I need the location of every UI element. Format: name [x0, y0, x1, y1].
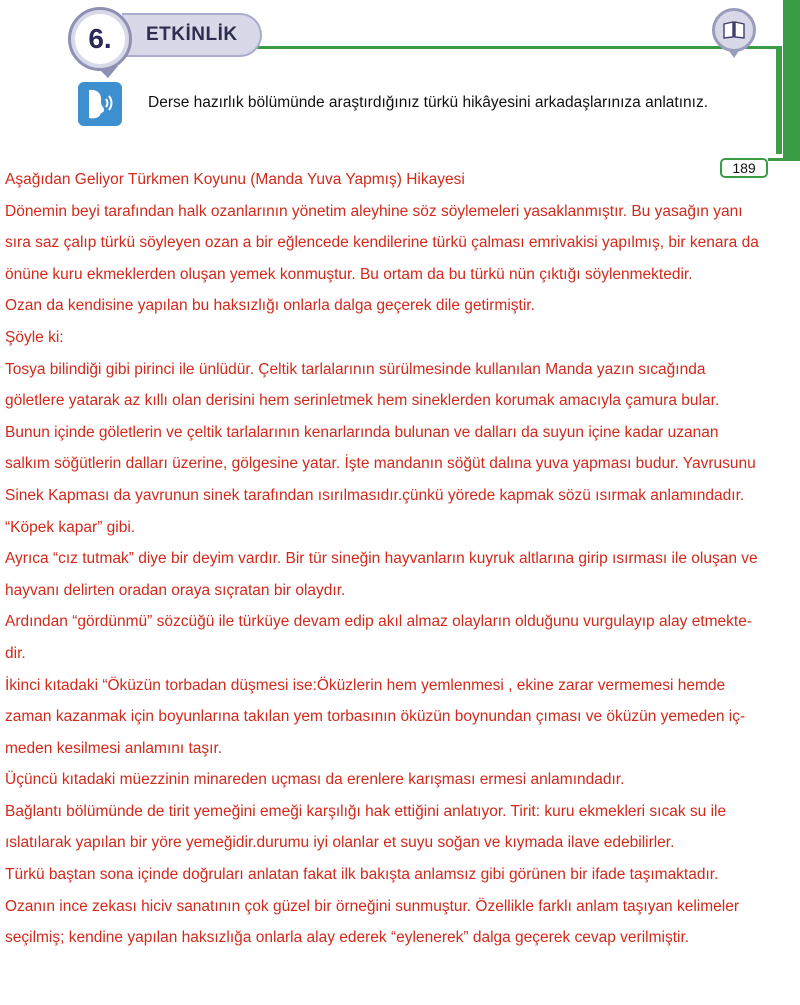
story-line: Ayrıca “cız tutmak” diye bir deyim vardır. Bir tür sineğin hayvanların kuyruk altlarına girip ısırması ile oluşan ve [5, 550, 758, 568]
story-line: Ozan da kendisine yapılan bu haksızlığı onlarla dalga geçerek dile getirmiştir. [5, 297, 535, 315]
story-line: sıra saz çalıp türkü söyleyen ozan a bir eğlencede kendilerine türkü çalması emrivakisi yapılmış, bir kenara da [5, 234, 759, 252]
story-text [5, 164, 795, 954]
story-title: Aşağıdan Geliyor Türkmen Koyunu (Manda Yuva Yapmış) Hikayesi [5, 171, 465, 188]
book-icon [712, 8, 756, 52]
page-number: 189 [720, 158, 768, 178]
speaking-icon [78, 82, 122, 126]
story-line: seçilmiş; kendine yapılan haksızlığa onlarla alay ederek “eylenerek” dalga geçerek cevap verilmiştir. [5, 929, 690, 947]
activity-number-badge [68, 7, 132, 71]
story-line: “Köpek kapar” gibi. [5, 518, 136, 536]
story-line: Bağlantı bölümünde de tirit yemeğini emeği karşılığı hak ettiğini anlatıyor. Tirit: kuru ekmekleri sıcak su ile [5, 802, 727, 820]
activity-instruction: Derse hazırlık bölümünde araştırdığınız türkü hikâyesini arkadaşlarınıza anlatınız. [148, 94, 708, 111]
story-line: hayvanı delirten oradan oraya sıçratan bir olaydır. [5, 581, 346, 599]
story-line: salkım söğütlerin dalları üzerine, gölgesine yatar. İşte mandanın söğüt dalına yuva yapması budur. Yavrusunu [5, 455, 756, 473]
story-line: önüne kuru ekmeklerden oluşan yemek konmuştur. Bu ortam da bu türkü nün çıktığı söylenmektedir. [5, 265, 693, 283]
story-line: dir. [5, 644, 26, 662]
story-line: Üçüncü kıtadaki müezzinin minareden uçması da erenlere karışması ermesi anlamındadır. [5, 771, 625, 789]
story-line: Dönemin beyi tarafından halk ozanlarının yönetim aleyhine söz söylemeleri yasaklanmıştır. Bu yasağın yanı [5, 202, 743, 220]
activity-label-text: ETKİNLİK [146, 24, 238, 45]
story-line: meden kesilmesi anlamını taşır. [5, 739, 223, 757]
story-line: göletlere yatarak az kıllı olan derisini hem serinletmek hem sineklerden korumak amacıyla çamura bular. [5, 392, 720, 410]
story-line: Ozanın ince zekası hiciv sanatının çok güzel bir örneğini sunmuştur. Özellikle farklı anlam taşıyan kelimeler [5, 897, 740, 915]
story-line: Şöyle ki: [5, 328, 64, 346]
story-line: zaman kazanmak için boyunlarına takılan yem torbasının öküzün boynundan çıması ve öküzün yemeden iç- [5, 708, 746, 726]
story-line: Türkü baştan sona içinde doğruları anlatan fakat ilk bakışta anlamsız gibi görünen bir ifade taşımaktadır. [5, 866, 719, 884]
story-line: Bunun içinde göletlerin ve çeltik tarlalarının kenarlarında bulunan ve dalları da suyun içine kadar uzanan [5, 423, 719, 441]
activity-label [122, 13, 262, 57]
activity-number: 6. [75, 14, 125, 64]
story-line: Tosya bilindiği gibi pirinci ile ünlüdür. Çeltik tarlalarının sürülmesinde kullanılan Manda yazın sıcağında [5, 360, 706, 378]
page-number-strip [768, 158, 800, 161]
activity-header [0, 0, 800, 160]
story-line: İkinci kıtadaki “Öküzün torbadan düşmesi ise:Öküzlerin hem yemlenmesi , ekine zarar vermemesi hemde [5, 676, 726, 694]
story-line: Sinek Kapması da yavrunun sinek tarafından ısırılmasıdır.çünkü yörede kapmak sözü ısırmak anlamındadır. [5, 486, 745, 504]
story-line: Ardından “gördünmü” sözcüğü ile türküye devam edip akıl almaz olayların olduğunu vurgulayıp alay etmekte- [5, 613, 752, 631]
header-side-stripe [783, 0, 800, 160]
story-line: ıslatılarak yapılan bir yöre yemeğidir.durumu iyi olanlar et suyu soğan ve kıymada ilave edebilirler. [5, 834, 675, 852]
